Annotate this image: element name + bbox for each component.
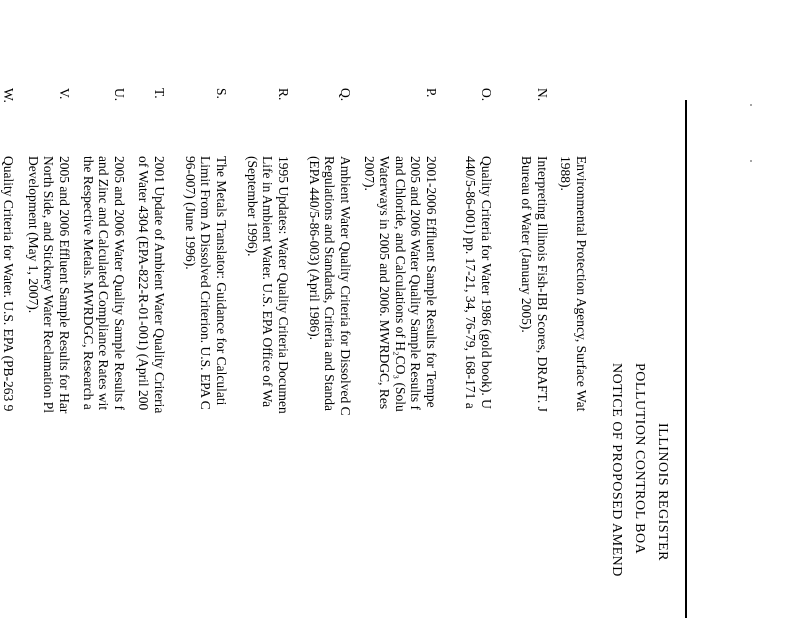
reference-line: (September 1996). xyxy=(245,156,260,257)
reference-line: the Respective Metals. MWRDGC, Research a xyxy=(81,156,96,410)
reference-text xyxy=(26,156,73,413)
reference-line: Environmental Protection Agency, Surface Wat xyxy=(574,156,589,412)
reference-text xyxy=(1,156,17,411)
notice-title: NOTICE OF PROPOSED AMEND xyxy=(609,363,624,577)
reference-line: 96-007) (June 1996). xyxy=(183,156,198,270)
reference-line: 2007). xyxy=(362,156,377,191)
reference-line: 2001 Update of Ambient Water Quality Criteria xyxy=(152,156,167,414)
reference-text xyxy=(136,156,167,413)
reference-line: and Chloride, and Calculations of H₂CO₃ (Solu xyxy=(393,156,408,412)
scan-speck xyxy=(750,160,752,162)
reference-line: Waterways in 2005 and 2006. MWRDGC, Res xyxy=(377,156,393,410)
reference-text xyxy=(183,156,230,410)
reference-letter: W. xyxy=(1,88,16,103)
reference-line: Ambient Water Quality Criteria for Dissolved C xyxy=(338,156,353,416)
reference-line: and Zinc and Calculated Compliance Rates wit xyxy=(96,156,112,411)
reference-text xyxy=(307,156,354,416)
reference-letter: V. xyxy=(57,88,72,100)
header-rule xyxy=(685,100,687,618)
reference-text xyxy=(519,156,550,412)
reference-letter: P. xyxy=(424,88,439,98)
reference-text xyxy=(362,156,440,412)
reference-line: (EPA 440/5-86-003) (April 1986). xyxy=(307,156,322,340)
reference-line: of Water 4304 (EPA-822-R-01-001) (April 200 xyxy=(136,156,152,411)
reference-line: Limit From A Dissolved Criterion. U.S. EPA C xyxy=(198,156,214,410)
reference-line: The Metals Translator: Guidance for Calculati xyxy=(214,156,229,406)
register-title: ILLINOIS REGISTER xyxy=(655,423,670,561)
reference-line: Regulations and Standards, Criteria and Standa xyxy=(322,156,338,411)
reference-letter: S. xyxy=(214,88,229,99)
reference-letter: Q. xyxy=(338,88,353,102)
reference-letter: T. xyxy=(152,88,167,99)
reference-letter: N. xyxy=(535,88,550,102)
reference-letter: O. xyxy=(479,88,494,102)
reference-line: 2005 and 2006 Effluent Sample Results for Har xyxy=(57,156,72,414)
reference-text xyxy=(245,156,292,414)
reference-line: 1988). xyxy=(558,156,574,191)
reference-letter: U. xyxy=(112,88,127,102)
reference-text xyxy=(463,156,494,409)
reference-line: 2001-2006 Effluent Sample Results for Tempe xyxy=(424,156,439,408)
reference-line: 2005 and 2006 Water Quality Sample Results f xyxy=(112,156,127,411)
reference-line: Interpreting Illinois Fish-IBI Scores, DRAFT. J xyxy=(535,156,550,412)
reference-line: Quality Criteria for Water. U.S. EPA (PB-263 9 xyxy=(1,156,16,412)
scan-speck xyxy=(750,104,752,106)
reference-line: Quality Criteria for Water 1986 (gold book). U xyxy=(479,156,494,409)
reference-letter: R. xyxy=(276,88,291,101)
reference-line: 1995 Updates: Water Quality Criteria Documen xyxy=(276,156,291,414)
reference-text xyxy=(81,156,128,410)
reference-line: 2005 and 2006 Water Quality Sample Results f xyxy=(408,156,424,411)
reference-line: 440/5-86-001) pp. 17-21, 34, 76-79, 168-171 a xyxy=(463,156,479,409)
reference-line: Bureau of Water (January 2005). xyxy=(519,156,535,333)
reference-line: North Side, and Stickney Water Reclamation Pl xyxy=(41,156,57,413)
board-title: POLLUTION CONTROL BOA xyxy=(632,363,647,555)
reference-text xyxy=(558,156,589,411)
reference-line: Development (May 1, 2007). xyxy=(26,156,41,314)
reference-line: Life in Ambient Water. U.S. EPA Office of Wa xyxy=(260,156,276,408)
